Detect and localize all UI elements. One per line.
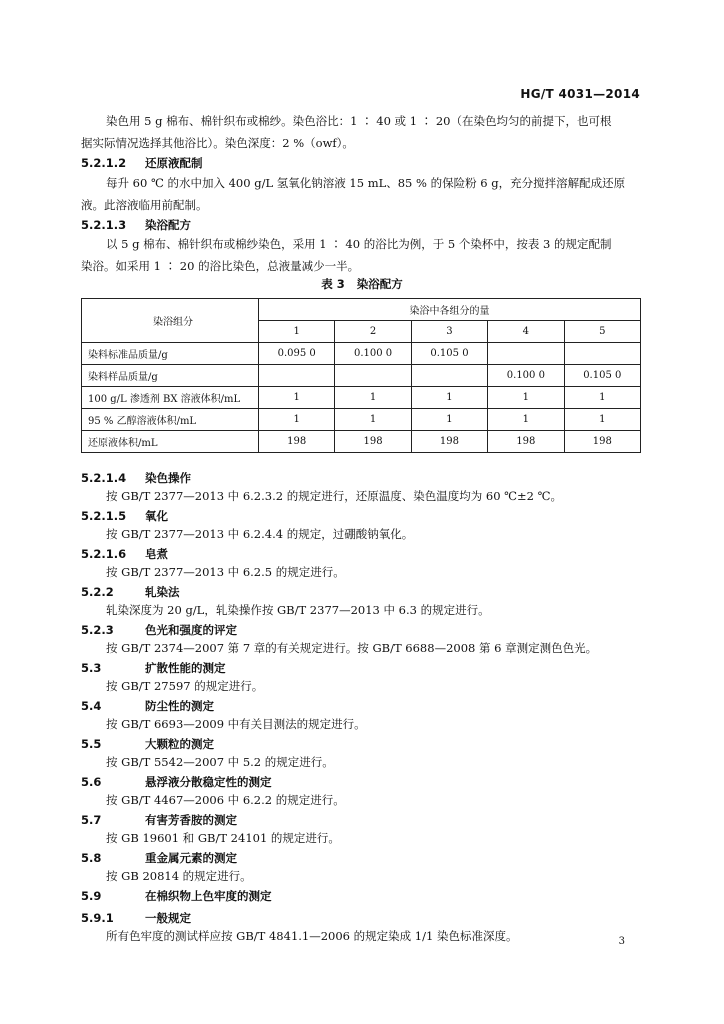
- table-cell: 198: [564, 431, 640, 453]
- section-body: 按 GB/T 5542—2007 中 5.2 的规定进行。: [106, 755, 334, 769]
- section-title: 一般规定: [145, 911, 191, 925]
- table-cell: 1: [259, 409, 335, 431]
- section-number: 5.4: [81, 699, 102, 713]
- section-body: 按 GB/T 2377—2013 中 6.2.3.2 的规定进行，还原温度、染色温度均为 60 ℃±2 ℃。: [106, 489, 563, 503]
- table-row: [82, 409, 641, 431]
- table-group-header: 染浴中各组分的量: [259, 299, 641, 321]
- section-heading: [81, 660, 226, 676]
- section-number: 5.7: [81, 813, 102, 827]
- section-title: 有害芳香胺的测定: [145, 813, 237, 827]
- table-row: [82, 365, 641, 387]
- section-title: 轧染法: [145, 585, 180, 599]
- section-number: 5.2.1.5: [81, 509, 127, 523]
- table-cell: 1: [564, 409, 640, 431]
- section-body: 按 GB/T 2377—2013 中 6.2.5 的规定进行。: [106, 565, 345, 579]
- intro-line-2: 据实际情况选择其他浴比）。染色深度：2 %（owf）。: [81, 136, 354, 150]
- table-col-header: 染浴组分: [82, 299, 259, 343]
- table-cell: 1: [564, 387, 640, 409]
- section-title: 染色操作: [145, 471, 191, 485]
- section-heading: [81, 584, 180, 600]
- section-number: 5.5: [81, 737, 102, 751]
- table-row: [82, 343, 641, 365]
- table-cell: 1: [488, 409, 564, 431]
- paragraph-line: 以 5 g 棉布、棉针织布或棉纱染色，采用 1 ∶ 40 的浴比为例，于 5 个染杯中，按表 3 的规定配制: [106, 237, 612, 251]
- table-cell: 1: [411, 409, 487, 431]
- table-cell: 198: [335, 431, 411, 453]
- table-cell: 1: [335, 387, 411, 409]
- section-heading: [81, 508, 168, 524]
- section-number: 5.3: [81, 661, 102, 675]
- section-title: 皂煮: [145, 547, 168, 561]
- section-title: 色光和强度的评定: [145, 623, 237, 637]
- section-body: 按 GB/T 27597 的规定进行。: [106, 679, 264, 693]
- section-number: 5.9.1: [81, 911, 114, 925]
- table-cell: [488, 343, 564, 365]
- paragraph-line: 每升 60 ℃ 的水中加入 400 g/L 氢氧化钠溶液 15 mL、85 % 的保险粉 6 g，充分搅拌溶解配成还原: [106, 176, 626, 190]
- section-heading: [81, 736, 214, 752]
- section-title: 重金属元素的测定: [145, 851, 237, 865]
- section-number: 5.2.1.4: [81, 471, 127, 485]
- table-cell: 198: [411, 431, 487, 453]
- table-cell: [259, 365, 335, 387]
- section-heading: [81, 622, 237, 638]
- section-title: 染浴配方: [145, 218, 191, 232]
- table-header-row: [82, 299, 641, 321]
- table-column-number: 1: [259, 321, 335, 343]
- table-cell: 0.100 0: [335, 343, 411, 365]
- table-cell: 0.105 0: [564, 365, 640, 387]
- section-title: 悬浮液分散稳定性的测定: [145, 775, 272, 789]
- section-number: 5.2.3: [81, 623, 114, 637]
- intro-line-1: 染色用 5 g 棉布、棉针织布或棉纱。染色浴比：1 ∶ 40 或 1 ∶ 20（在染色均匀的前提下，也可根: [106, 114, 612, 128]
- section-body: 按 GB/T 4467—2006 中 6.2.2 的规定进行。: [106, 793, 345, 807]
- section-body: 轧染深度为 20 g/L，轧染操作按 GB/T 2377—2013 中 6.3 的规定进行。: [106, 603, 490, 617]
- section-body: 按 GB/T 6693—2009 中有关目测法的规定进行。: [106, 717, 366, 731]
- table-column-number: 5: [564, 321, 640, 343]
- section-heading: [81, 888, 272, 904]
- section-heading: [81, 217, 191, 233]
- section-body: 按 GB/T 2374—2007 第 7 章的有关规定进行。按 GB/T 6688—2008 第 6 章测定测色色光。: [106, 641, 598, 655]
- table-row-label: 还原液体积/mL: [82, 431, 259, 453]
- table-cell: 0.095 0: [259, 343, 335, 365]
- section-title: 氧化: [145, 509, 168, 523]
- standard-number: HG/T 4031—2014: [520, 87, 640, 101]
- section-title: 防尘性的测定: [145, 699, 214, 713]
- table-cell: 0.100 0: [488, 365, 564, 387]
- paragraph-line: 染浴。如采用 1 ∶ 20 的浴比染色，总液量减少一半。: [81, 259, 360, 273]
- table-cell: 198: [259, 431, 335, 453]
- table-row-label: 染料样品质量/g: [82, 365, 259, 387]
- bath-formula-table: [81, 298, 641, 453]
- section-heading: [81, 774, 272, 790]
- section-title: 还原液配制: [145, 156, 203, 170]
- table-row-label: 染料标准品质量/g: [82, 343, 259, 365]
- section-number: 5.2.2: [81, 585, 114, 599]
- section-number: 5.2.1.3: [81, 218, 127, 232]
- page-number: 3: [618, 936, 625, 947]
- table-row: [82, 387, 641, 409]
- table-cell: 198: [488, 431, 564, 453]
- table-row-label: 100 g/L 渗透剂 BX 溶液体积/mL: [82, 387, 259, 409]
- table-column-number: 4: [488, 321, 564, 343]
- section-heading: [81, 850, 237, 866]
- section-title: 扩散性能的测定: [145, 661, 226, 675]
- section-number: 5.9: [81, 889, 102, 903]
- section-heading: [81, 812, 237, 828]
- section-heading: [81, 470, 191, 486]
- table-row-label: 95 % 乙醇溶液体积/mL: [82, 409, 259, 431]
- table-cell: 1: [411, 387, 487, 409]
- section-number: 5.6: [81, 775, 102, 789]
- table-cell: 1: [335, 409, 411, 431]
- table-column-number: 3: [411, 321, 487, 343]
- section-heading: [81, 910, 191, 926]
- table-cell: 1: [488, 387, 564, 409]
- section-body: 按 GB/T 2377—2013 中 6.2.4.4 的规定，过硼酸钠氧化。: [106, 527, 414, 541]
- section-body: 按 GB 20814 的规定进行。: [106, 869, 252, 883]
- paragraph-line: 液。此溶液临用前配制。: [81, 198, 208, 212]
- table-caption: [0, 276, 724, 292]
- table-cell: [335, 365, 411, 387]
- table-row: [82, 431, 641, 453]
- table-caption-number: 表 3: [321, 277, 345, 291]
- section-number: 5.2.1.2: [81, 156, 127, 170]
- table-cell: [411, 365, 487, 387]
- table-column-number: 2: [335, 321, 411, 343]
- table-cell: 0.105 0: [411, 343, 487, 365]
- section-title: 大颗粒的测定: [145, 737, 214, 751]
- section-heading: [81, 546, 168, 562]
- section-number: 5.8: [81, 851, 102, 865]
- section-number: 5.2.1.6: [81, 547, 127, 561]
- section-body: 所有色牢度的测试样应按 GB/T 4841.1—2006 的规定染成 1/1 染色标准深度。: [106, 929, 518, 943]
- table-cell: [564, 343, 640, 365]
- section-title: 在棉织物上色牢度的测定: [145, 889, 272, 903]
- section-body: 按 GB 19601 和 GB/T 24101 的规定进行。: [106, 831, 340, 845]
- table-cell: 1: [259, 387, 335, 409]
- table-caption-title: 染浴配方: [356, 277, 403, 291]
- section-heading: [81, 698, 214, 714]
- section-heading: [81, 155, 203, 171]
